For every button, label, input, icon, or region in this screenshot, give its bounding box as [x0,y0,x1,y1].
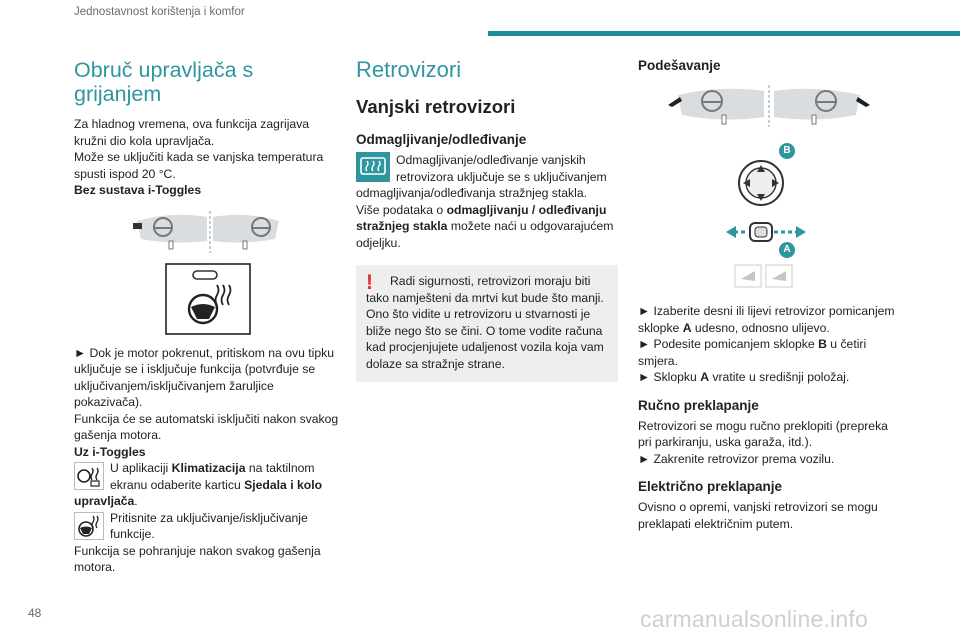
running-header: Jednostavnost korištenja i komfor [74,6,245,18]
warning-line-1: Radi sigurnosti, retrovizori moraju biti tako namješteni da mrtvi kut bude što manji. [366,274,604,305]
with-itoggles-label: Uz i-Toggles [74,444,146,459]
heated-steering-step: ► Dok je motor pokrenut, pritiskom na ovu tipku uključuje se i isključuje funkcija (potvrđuje se uključivanjem/isključivanjem žaruljice pokazivača). [74,345,334,409]
itoggles-1-post: . [134,494,138,508]
heated-steering-closing: Funkcija se pohranjuje nakon svakog gašenja motora. [74,543,321,574]
adjustment-heading: Podešavanje [638,58,721,73]
itoggles-2-text: Pritisnite za uključivanje/isključivanje funkcije. [110,510,308,541]
rear-defrost-icon [356,152,390,182]
defog-block [356,152,618,202]
badge-b: B [779,143,795,159]
watermark: carmanualsonline.info [640,606,868,632]
warning-line-2: Ono što vidite u retrovizoru u stvarnosti je bliže nego što se čini. O tome vodite računa kad procjenjujete udaljenost vozila koja vam dolaze sa stražnje strane. [366,307,604,371]
mirrors-title: Retrovizori [356,57,462,82]
column-mirrors [356,58,618,382]
dashboard-steering-icon [133,211,283,255]
manual-folding-step: ► Zakrenite retrovizor prema vozilu. [638,451,835,466]
adjust-step-1: ► Izaberite desni ili lijevi retrovizor pomicanjem sklopke A udesno, odnosno ulijevo. [638,304,895,335]
defog-more-info [356,202,618,252]
adjust-step-2: ► Podesite pomicanjem sklopke B u četiri smjera. [638,337,867,368]
exterior-mirrors-subtitle: Vanjski retrovizori [356,96,516,117]
defog-more-pre: Više podataka o [356,202,447,217]
mirror-dashboard-icon [666,85,872,129]
itoggles-1-app: Klimatizacija [171,461,246,475]
badge-a: A [779,242,795,258]
defog-text: Odmagljivanje/odleđivanje vanjskih retrovizora uključuje se s uključivanjem odmagljivanja/odleđivanja stražnjeg stakla. [356,153,607,200]
defog-more-post: možete naći u odgovarajućem odjeljku. [356,219,614,250]
page-number: 48 [28,606,42,620]
seat-steering-app-icon [74,462,104,490]
warning-icon: ! [366,271,373,294]
itoggles-1-pre: U aplikaciji [110,461,172,475]
itoggles-instruction-2 [74,510,342,543]
mirror-control-illustration [638,139,900,289]
heated-steering-title: Obruč upravljača s grijanjem [74,58,254,106]
electric-folding-heading: Električno preklapanje [638,479,783,494]
defog-heading: Odmagljivanje/odleđivanje [356,132,527,147]
heated-steering-intro-1: Za hladnog vremena, ova funkcija zagrijava kružni dio kola upravljača. [74,117,310,148]
heated-steering-toggle-icon [74,512,104,540]
heated-steering-button-icon [165,263,251,335]
itoggles-instruction-1 [74,460,342,510]
defog-more-bold: odmagljivanju / odleđivanju stražnjeg stakla [356,202,607,233]
without-itoggles-label: Bez sustava i-Toggles [74,183,202,197]
itoggles-1-mid: na taktilnom ekranu odaberite karticu [110,461,315,492]
safety-warning-box [356,265,618,382]
adjust-step-3: ► Sklopku A vratite u središnji položaj. [638,370,850,384]
header-accent-bar [488,31,960,36]
electric-folding-text: Ovisno o opremi, vanjski retrovizori se mogu preklapati električnim putem. [638,500,878,531]
column-adjustment [638,58,900,532]
heated-steering-auto-off: Funkcija će se automatski isključiti nakon svakog gašenja motora. [74,411,339,442]
heated-steering-intro-2: Može se uključiti kada se vanjska temperatura spusti ispod 20 °C. [74,150,324,181]
manual-folding-text: Retrovizori se mogu ručno preklopiti (prepreka pri parkiranju, uska garaža, itd.). [638,418,888,449]
itoggles-1-tab: Sjedala i kolo upravljača [74,477,323,508]
column-heated-steering [74,58,342,576]
mirror-control-icon [638,139,900,289]
manual-folding-heading: Ručno preklapanje [638,397,759,413]
